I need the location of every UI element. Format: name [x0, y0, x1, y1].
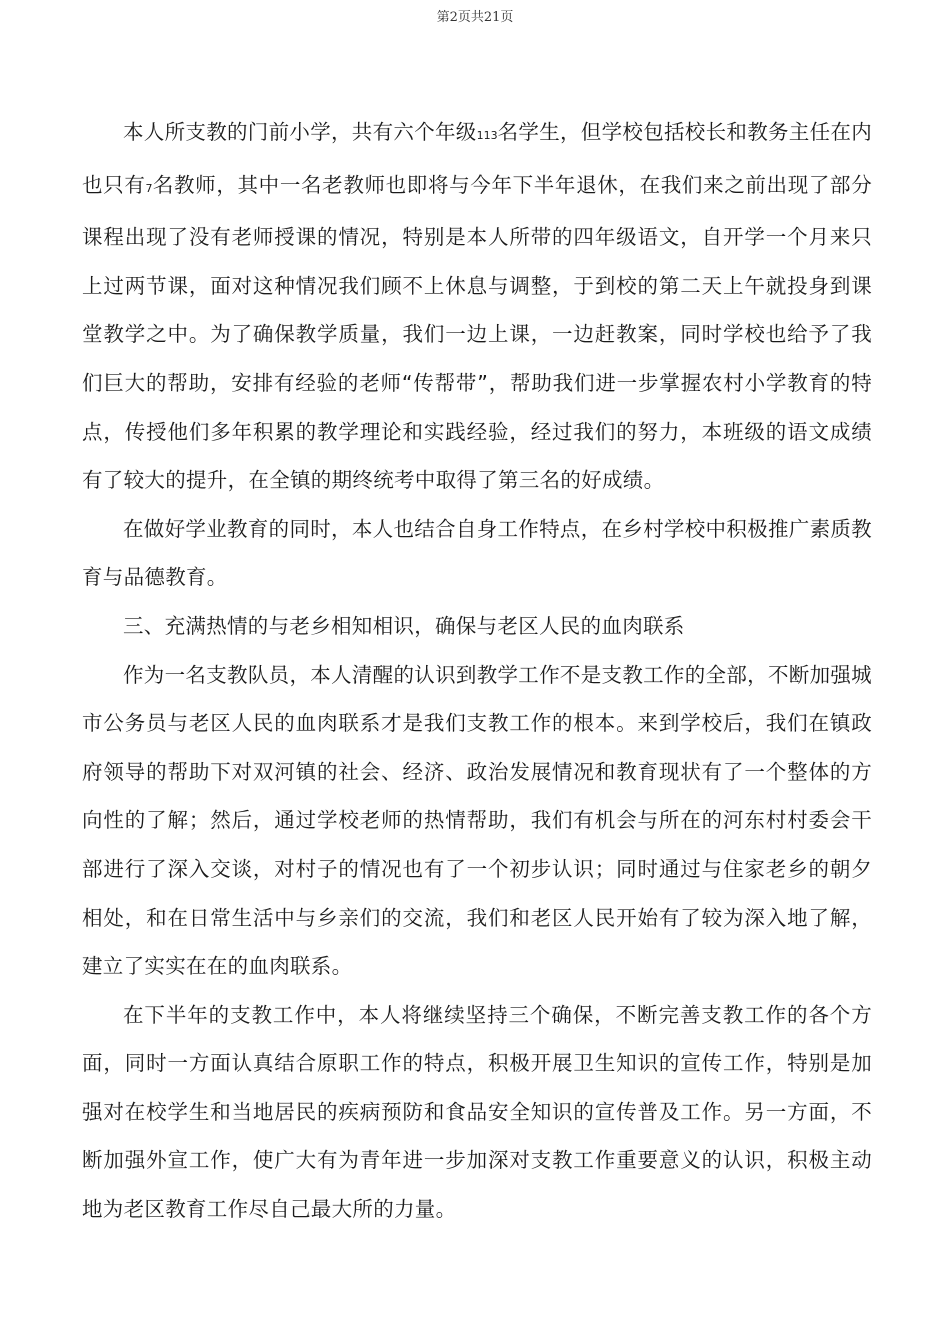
paragraph-quality-education: 在做好学业教育的同时，本人也结合自身工作特点，在乡村学校中积极推广素质教育与品德教育。 [82, 516, 872, 590]
document-body [82, 108, 872, 1234]
student-count: 113 [476, 129, 498, 142]
paragraph-teaching-situation [82, 108, 872, 505]
page-number-header: 第2页共21页 [436, 10, 514, 25]
section-heading-three: 三、充满热情的与老乡相知相识，确保与老区人民的血肉联系 [123, 613, 685, 638]
teacher-count: 7 [145, 181, 153, 195]
paragraph-future-plans: 在下半年的支教工作中，本人将继续坚持三个确保，不断完善支教工作的各个方面，同时一方面认真结合原职工作的特点，积极开展卫生知识的宣传工作，特别是加强对在校学生和当地居民的疾病预防和食品安全知识的宣传普及工作。另一方面，不断加强外宣工作，使广大有为青年进一步加深对支教工作重要意义的认识，积极主动地为老区教育工作尽自己最大所的力量。 [82, 1002, 872, 1222]
paragraph-text: 名教师，其中一名老教师也即将与今年下半年退休，在我们来之前出现了部分课程出现了没有老师授课的情况，特别是本人所带的四年级语文，自开学一个月来只上过两节课，面对这种情况我们顾不上休息与调整，于到校的第二天上午就投身到课堂教学之中。为了确保教学质量，我们一边上课，一边赶教案，同时学校也给予了我们巨大的帮助，安排有经验的老师“传帮带”，帮助我们进一步掌握农村小学教育的特点，传授他们多年积累的教学理论和实践经验，经过我们的努力，本班级的语文成绩有了较大的提升，在全镇的期终统考中取得了第三名的好成绩。 [82, 172, 873, 493]
paragraph-text: 名学生，但学校包括校长和教务主任在内也只有 [82, 120, 873, 197]
paragraph-text: 本人所支教的门前小学，共有六个年级 [123, 120, 477, 144]
paragraph-community-ties: 作为一名支教队员，本人清醒的认识到教学工作不是支教工作的全部，不断加强城市公务员与老区人民的血肉联系才是我们支教工作的根本。来到学校后，我们在镇政府领导的帮助下对双河镇的社会、经济、政治发展情况和教育现状有了一个整体的方向性的了解；然后，通过学校老师的热情帮助，我们有机会与所在的河东村村委会干部进行了深入交谈，对村子的情况也有了一个初步认识；同时通过与住家老乡的朝夕相处，和在日常生活中与乡亲们的交流，我们和老区人民开始有了较为深入地了解，建立了实实在在的血肉联系。 [82, 662, 872, 979]
